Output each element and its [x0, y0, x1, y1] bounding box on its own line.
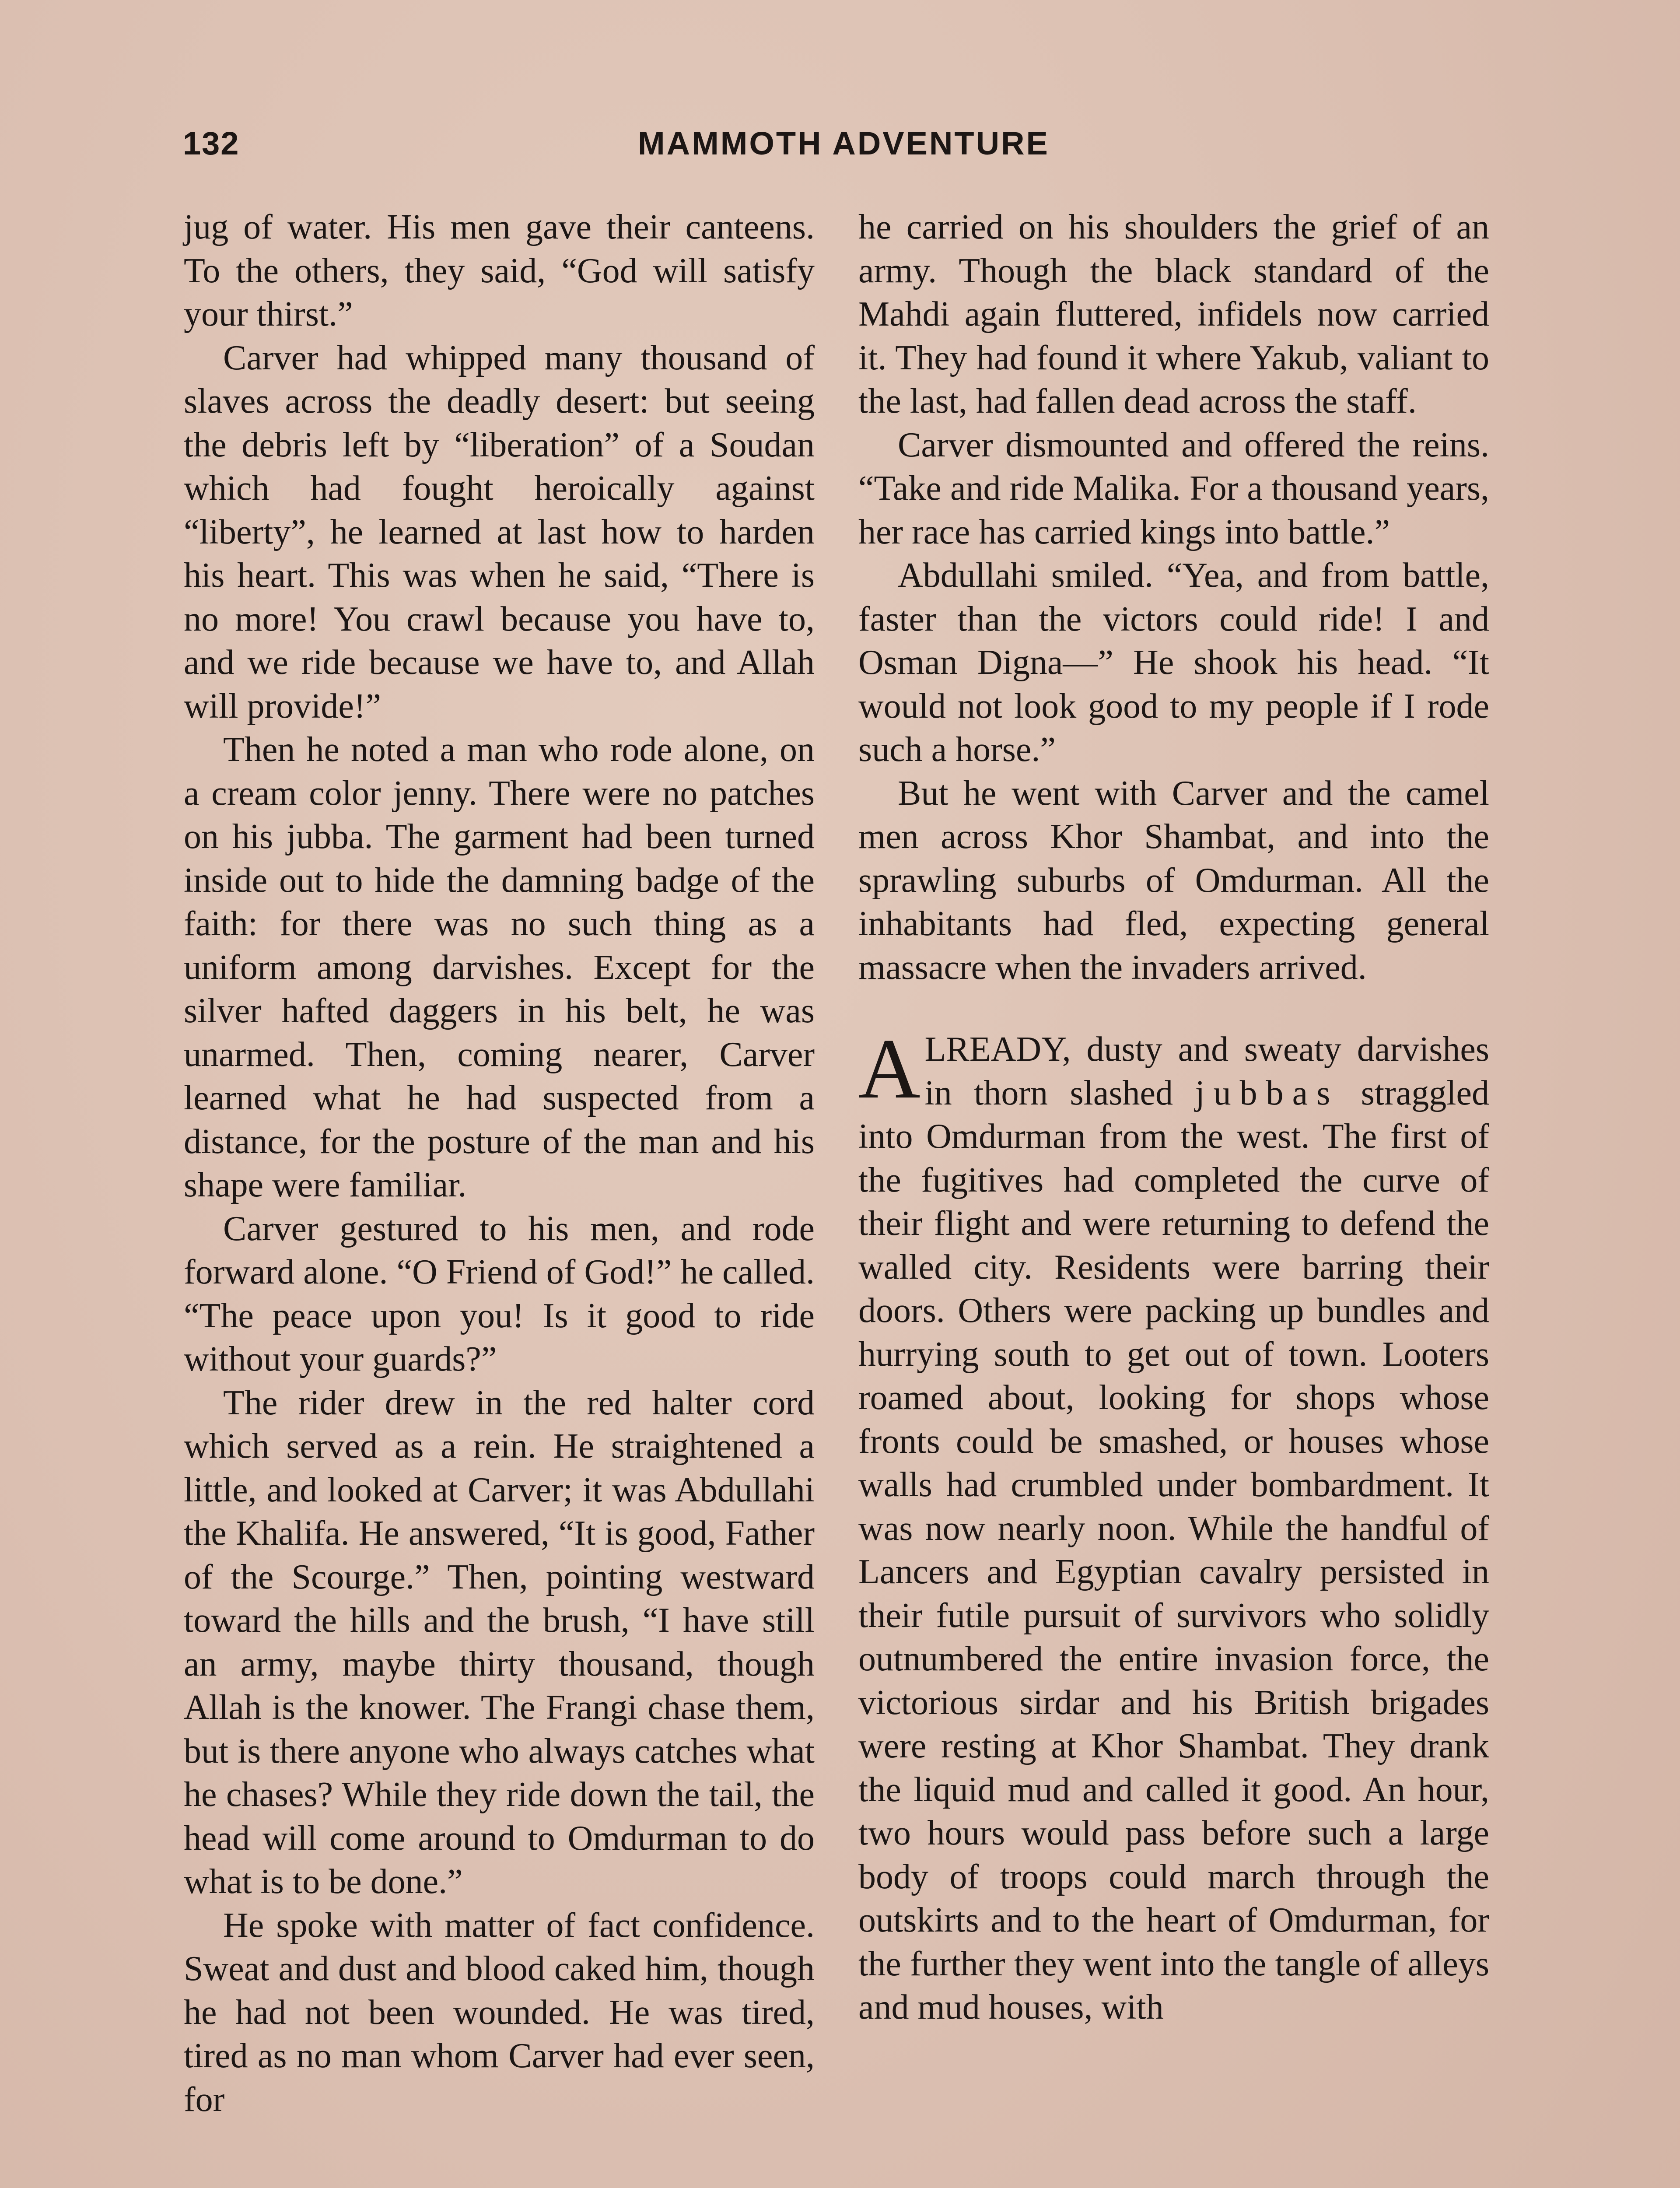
paragraph: The rider drew in the red halter cord which served as a rein. He straightened a little, and looked at Carver; it was Abdullahi the Khalifa. He answered, “It is good, Father of the Scourge.” Then, pointing westward toward the hills and the brush, “I have still an army, maybe thirty thousand, though Allah is the knower. The Frangi chase them, but is there anyone who always catches what he chases? While they ride down the tail, the head will come around to Omdurman to do what is to be done.” [184, 1383, 815, 1901]
paragraph: But he went with Carver and the camel men across Khor Shambat, and into the sprawling suburbs of Omdurman. All the inhabitants had fled, expecting general massacre when the invaders arrived. [858, 774, 1489, 987]
drop-cap: A [858, 1021, 920, 1116]
paragraph: Abdullahi smiled. “Yea, and from battle, faster than the victors could ride! I and Osman Digna—” He shook his head. “It would not look good to my people if I rode such a horse.” [858, 556, 1489, 769]
paragraph: jug of water. His men gave their canteens. To the others, they said, “God will satisfy your thirst.” [184, 208, 815, 333]
paragraph-body: straggled into Omdurman from the west. The first of the fugitives had completed the curve of their flight and were returning to defend the walled city. Residents were barring their doors. Others were packing up bundles and hurrying south to get out of town. Looters roamed about, looking for shops whose fronts could be smashed, or houses whose walls had crumbled under bombardment. It was now nearly noon. While the handful of Lancers and Egyptian cavalry persisted in their futile pursuit of survivors who solidly outnumbered the entire invasion force, the victorious sirdar and his British brigades were resting at Khor Shambat. They drank the liquid mud and called it good. An hour, two hours would pass before such a large body of troops could march through the outskirts and to the heart of Omdurman, for the further they went into the tangle of alleys and mud houses, with [858, 1073, 1490, 2027]
page-number: 132 [183, 125, 240, 161]
paragraph: Carver gestured to his men, and rode forward alone. “O Friend of God!” he called. “The peace upon you! Is it good to ride without your guards?” [184, 1209, 815, 1378]
paragraph: Carver dismounted and offered the reins. “Take and ride Malika. For a thousand years, her race has carried kings into battle.” [858, 425, 1489, 551]
paragraph: Then he noted a man who rode alone, on a cream color jenny. There were no patches on his jubba. The garment had been turned inside out to hide the damning badge of the faith: for there was no such thing as a uniform among darvishes. Except for the silver hafted daggers in his belt, he was unarmed. Then, coming nearer, Carver learned what he had suspected from a distance, for the posture of the man and his shape were familiar. [184, 730, 815, 1204]
paragraph: he carried on his shoulders the grief of an army. Though the black standard of the Mahdi again fluttered, infidels now carried it. They had found it where Yakub, valiant to the last, had fallen dead across the staff. [858, 208, 1489, 421]
left-column [184, 206, 815, 2121]
spaced-word: jubbas [1195, 1073, 1339, 1112]
page-header [183, 125, 1495, 173]
section-paragraph [858, 1021, 1490, 2030]
paragraph-lead: LREADY, dusty and sweaty darvishes in thorn slashed [924, 1030, 1489, 1112]
paragraph: He spoke with matter of fact confidence. Sweat and dust and blood caked him, though he had not been wounded. He was tired, tired as no man whom Carver had ever seen, for [184, 1906, 815, 2119]
right-column [858, 206, 1489, 2030]
running-title: MAMMOTH ADVENTURE [638, 125, 1050, 161]
paragraph: Carver had whipped many thousand of slaves across the deadly desert: but seeing the debris left by “liberation” of a Soudan which had fought heroically against “liberty”, he learned at last how to harden his heart. This was when he said, “There is no more! You crawl because you have to, and we ride because we have to, and Allah will provide!” [184, 338, 815, 726]
